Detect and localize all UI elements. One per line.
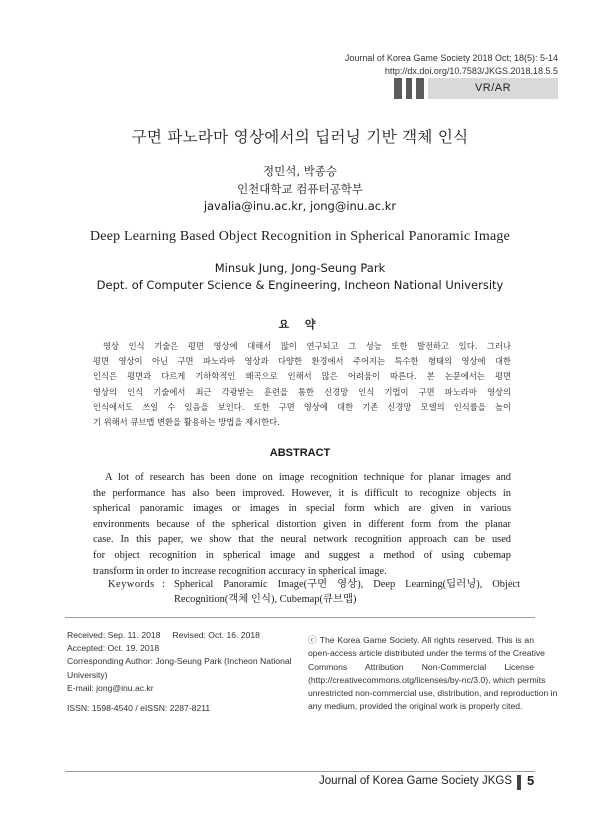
copyright-line: ⓒ The Korea Game Society. All rights reserved. This is an xyxy=(308,635,534,645)
paper-title-korean: 구면 파노라마 영상에서의 딥러닝 기반 객체 인식 xyxy=(131,128,469,146)
english-abstract-heading: ABSTRACT xyxy=(269,447,331,459)
abstract-line: 영상의 인식 기술에서 최근 각광받는 훈련을 통한 신경망 인식 기법이 구면 파노라마 영상의 xyxy=(93,386,511,397)
keywords-label: Keywords xyxy=(108,579,155,590)
abstract-line: 평면 영상이 아닌 구면 파노라마 영상과 다양한 환경에서 주어지는 특수한 형태의 영상에 대한 xyxy=(93,356,511,367)
page-number: 5 xyxy=(527,773,535,788)
abstract-line: case. In this paper, we show that the neural network recognition approach can be used xyxy=(93,534,511,546)
keywords-list xyxy=(174,577,520,607)
abstract-line: 인식에서도 쓰일 수 있음을 보인다. 또한 구면 영상에 대한 기존 신경망 모델의 인식률을 높이 xyxy=(93,401,511,412)
copyright-line: (http://creativecommons.otg/licenses/by-nc/3.0), which permits xyxy=(308,674,546,685)
footer-divider xyxy=(65,771,535,772)
author-emails: javalia@inu.ac.kr, jong@inu.ac.kr xyxy=(203,199,397,213)
corresponding-author-affiliation: University) xyxy=(67,669,108,680)
received-date: Received: Sep. 11. 2018 xyxy=(67,630,161,640)
affiliation-korean: 인천대학교 컴퓨터공학부 xyxy=(237,182,363,196)
divider xyxy=(65,617,535,618)
copyright-line: any medium, provided the original work is properly cited. xyxy=(308,701,523,712)
revised-date: Revised: Oct. 16. 2018 xyxy=(172,630,260,640)
journal-citation: Journal of Korea Game Society 2018 Oct; 18(5): 5-14 xyxy=(344,53,558,63)
doi-link[interactable]: http://dx.doi.org/10.7583/JKGS.2018.18.5.5 xyxy=(384,66,558,76)
category-badge xyxy=(394,78,558,99)
footer-journal-name: Journal of Korea Game Society JKGS xyxy=(318,775,512,787)
copyright-notice xyxy=(308,634,558,714)
article-history xyxy=(67,629,302,695)
abstract-line: 기 위해서 큐브맵 변환을 활용하는 방법을 제시한다. xyxy=(93,417,280,428)
issn: ISSN: 1598-4540 / eISSN: 2287-8211 xyxy=(67,703,211,713)
abstract-line: transform in order to increase recognition accuracy in spherical image. xyxy=(93,565,387,577)
affiliation-english: Dept. of Computer Science & Engineering, Incheon National University xyxy=(96,278,504,292)
badge-stripe xyxy=(416,78,424,99)
copyright-line: Commons Attribution Non-Commercial License xyxy=(308,661,534,672)
copyright-line: unrestricted non-commercial use, distribution, and reproduction in xyxy=(308,688,558,699)
english-abstract xyxy=(93,470,511,579)
abstract-line: spherical panoramic images or images in special form which are given in various xyxy=(93,503,511,515)
accepted-date: Accepted: Oct. 19. 2018 xyxy=(67,643,160,654)
keywords-line: Recognition(객체 인식), Cubemap(큐브맵) xyxy=(174,594,357,605)
copyright-line: open-access article distributed under the terms of the Creative xyxy=(308,648,545,659)
abstract-line: environments because of the spherical distortion given in different form from the planar xyxy=(93,518,511,530)
abstract-line: 인식은 평면과 다르게 기하학적인 왜곡으로 인해서 많은 어려움이 따른다. 본 논문에서는 평면 xyxy=(93,371,511,382)
keywords-line: Spherical Panoramic Image(구면 영상), Deep Learning(딥러닝), Object xyxy=(174,579,520,590)
authors-korean: 정민석, 박종승 xyxy=(263,164,337,178)
abstract-line: 영상 인식 기술은 평면 영상에 대해서 많이 연구되고 그 성능 또한 발전하고 있다. 그러나 xyxy=(103,341,511,351)
corresponding-email: E-mail: jong@inu.ac.kr xyxy=(67,682,154,693)
badge-stripe xyxy=(406,78,412,99)
footer-separator xyxy=(517,775,521,790)
paper-title-english: Deep Learning Based Object Recognition in Spherical Panoramic Image xyxy=(89,229,511,244)
abstract-line: A lot of research has been done on image recognition technique for planar images and xyxy=(105,472,511,483)
abstract-line: the performance has also been improved. However, it is difficult to recognize objects in xyxy=(93,487,511,499)
abstract-line: for object recognition in spherical image and suggest a method of using cubemap xyxy=(93,549,511,561)
category-label: VR/AR xyxy=(428,78,558,99)
keywords-colon: : xyxy=(162,579,165,590)
korean-abstract-heading: 요 약 xyxy=(278,318,322,331)
korean-abstract xyxy=(93,339,511,430)
badge-stripe xyxy=(394,78,402,99)
corresponding-author: Corresponding Author: Jong-Seung Park (Incheon National xyxy=(67,656,292,667)
authors-english: Minsuk Jung, Jong-Seung Park xyxy=(214,261,386,275)
